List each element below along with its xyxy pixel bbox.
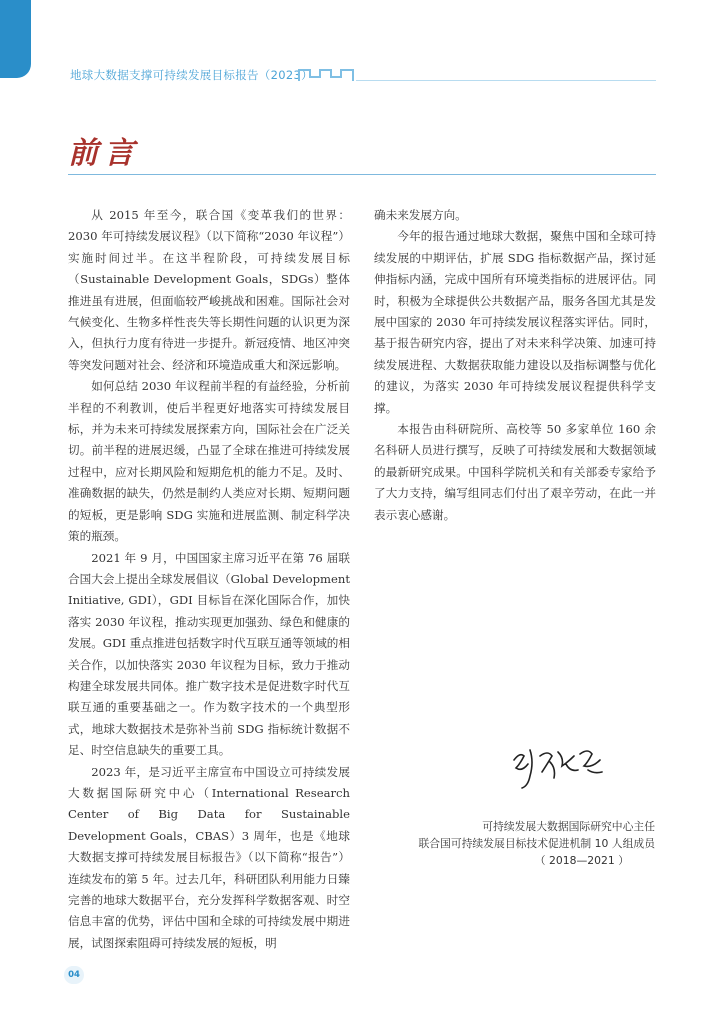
- paragraph: 从 2015 年至今，联合国《变革我们的世界：2030 年可持续发展议程》（以下简称“2030 年议程”）实施时间过半。在这半程阶段，可持续发展目标（Sustainable Development Goals，SDGs）整体推进虽有进展，但面临较严峻挑战和困难。国际社会对气候变化、生物多样性丧失等长期性问题的认识更为深入，但执行力度有待进一步提升。新冠疫情、地区冲突等突发问题对社会、经济和环境造成重大和深远影响。: [68, 208, 350, 372]
- signature-title-2: 联合国可持续发展目标技术促进机制 10 人组成员: [418, 837, 655, 850]
- body-column-right: [374, 205, 656, 526]
- paragraph: 今年的报告通过地球大数据，聚焦中国和全球可持续发展的中期评估，扩展 SDG 指标数据产品，探讨延伸指标内涵，完成中国所有环境类指标的进展评估。同时，积极为全球提供公共数据产品，服务各国尤其是发展中国家的 2030 年可持续发展议程落实评估。同时，基于报告研究内容，提出了对未来科学决策、加速可持续发展进程、大数据获取能力建设以及指标调整与优化的建议，为落实 2030 年可持续发展议程提供科学支撑。: [374, 229, 656, 415]
- header-rule: [356, 80, 656, 81]
- signature-title-1: 可持续发展大数据国际研究中心主任: [482, 820, 655, 833]
- handwritten-signature: [508, 742, 608, 790]
- header-decoration-icon: [298, 68, 356, 82]
- paragraph: 2023 年，是习近平主席宣布中国设立可持续发展大数据国际研究中心（International Research Center of Big Data for Sustainable Development Goals，CBAS）3 周年，也是《地球大数据支撑可持续发展目标报告》（以下简称“报告”）连续发布的第 5 年。过去几年，科研团队利用能力日臻完善的地球大数据平台，充分发挥科学数据客观、时空信息丰富的优势，评估中国和全球的可持续发展中期进展，试图探索阻碍可持续发展的短板，明: [68, 764, 350, 950]
- signature-period: （ 2018—2021 ）: [534, 854, 629, 867]
- page-title: 前言: [68, 136, 140, 171]
- paragraph: 2021 年 9 月，中国国家主席习近平在第 76 届联合国大会上提出全球发展倡议（Global Development Initiative, GDI），GDI 目标旨在深化国际合作，加快落实 2030 年议程，推动实现更加强劲、绿色和健康的发展。GDI 重点推进包括数字时代互联互通等领域的相关合作，以加快落实 2030 年议程为目标，致力于推动构建全球发展共同体。推广数字技术是促进数字时代互联互通的重要基础之一。作为数字技术的一个典型形式，地球大数据技术是弥补当前 SDG 指标统计数据不足、时空信息缺失的重要工具。: [68, 550, 350, 758]
- paragraph: 本报告由科研院所、高校等 50 多家单位 160 余名科研人员进行撰写，反映了可持续发展和大数据领域的最新研究成果。中国科学院机关和有关部委专家给予了大力支持，编写组同志们付出了艰辛劳动，在此一并表示衷心感谢。: [374, 422, 656, 522]
- paragraph: 如何总结 2030 年议程前半程的有益经验，分析前半程的不利教训，使后半程更好地落实可持续发展目标，并为未来可持续发展探索方向，国际社会在广泛关切。前半程的进展迟缓，凸显了全球在推进可持续发展过程中，应对长期风险和短期危机的能力不足。及时、准确数据的缺失，仍然是制约人类应对长期、短期问题的短板，更是影响 SDG 实施和进展监测、制定科学决策的瓶颈。: [68, 379, 350, 544]
- running-header-title: 地球大数据支撑可持续发展目标报告（2023）: [70, 68, 313, 82]
- paragraph-continuation: 确未来发展方向。: [374, 208, 467, 222]
- page-number: 04: [64, 966, 84, 984]
- body-column-left: [68, 205, 350, 954]
- title-rule: [68, 174, 656, 175]
- corner-tab: [0, 0, 31, 78]
- signature-block: [418, 818, 655, 869]
